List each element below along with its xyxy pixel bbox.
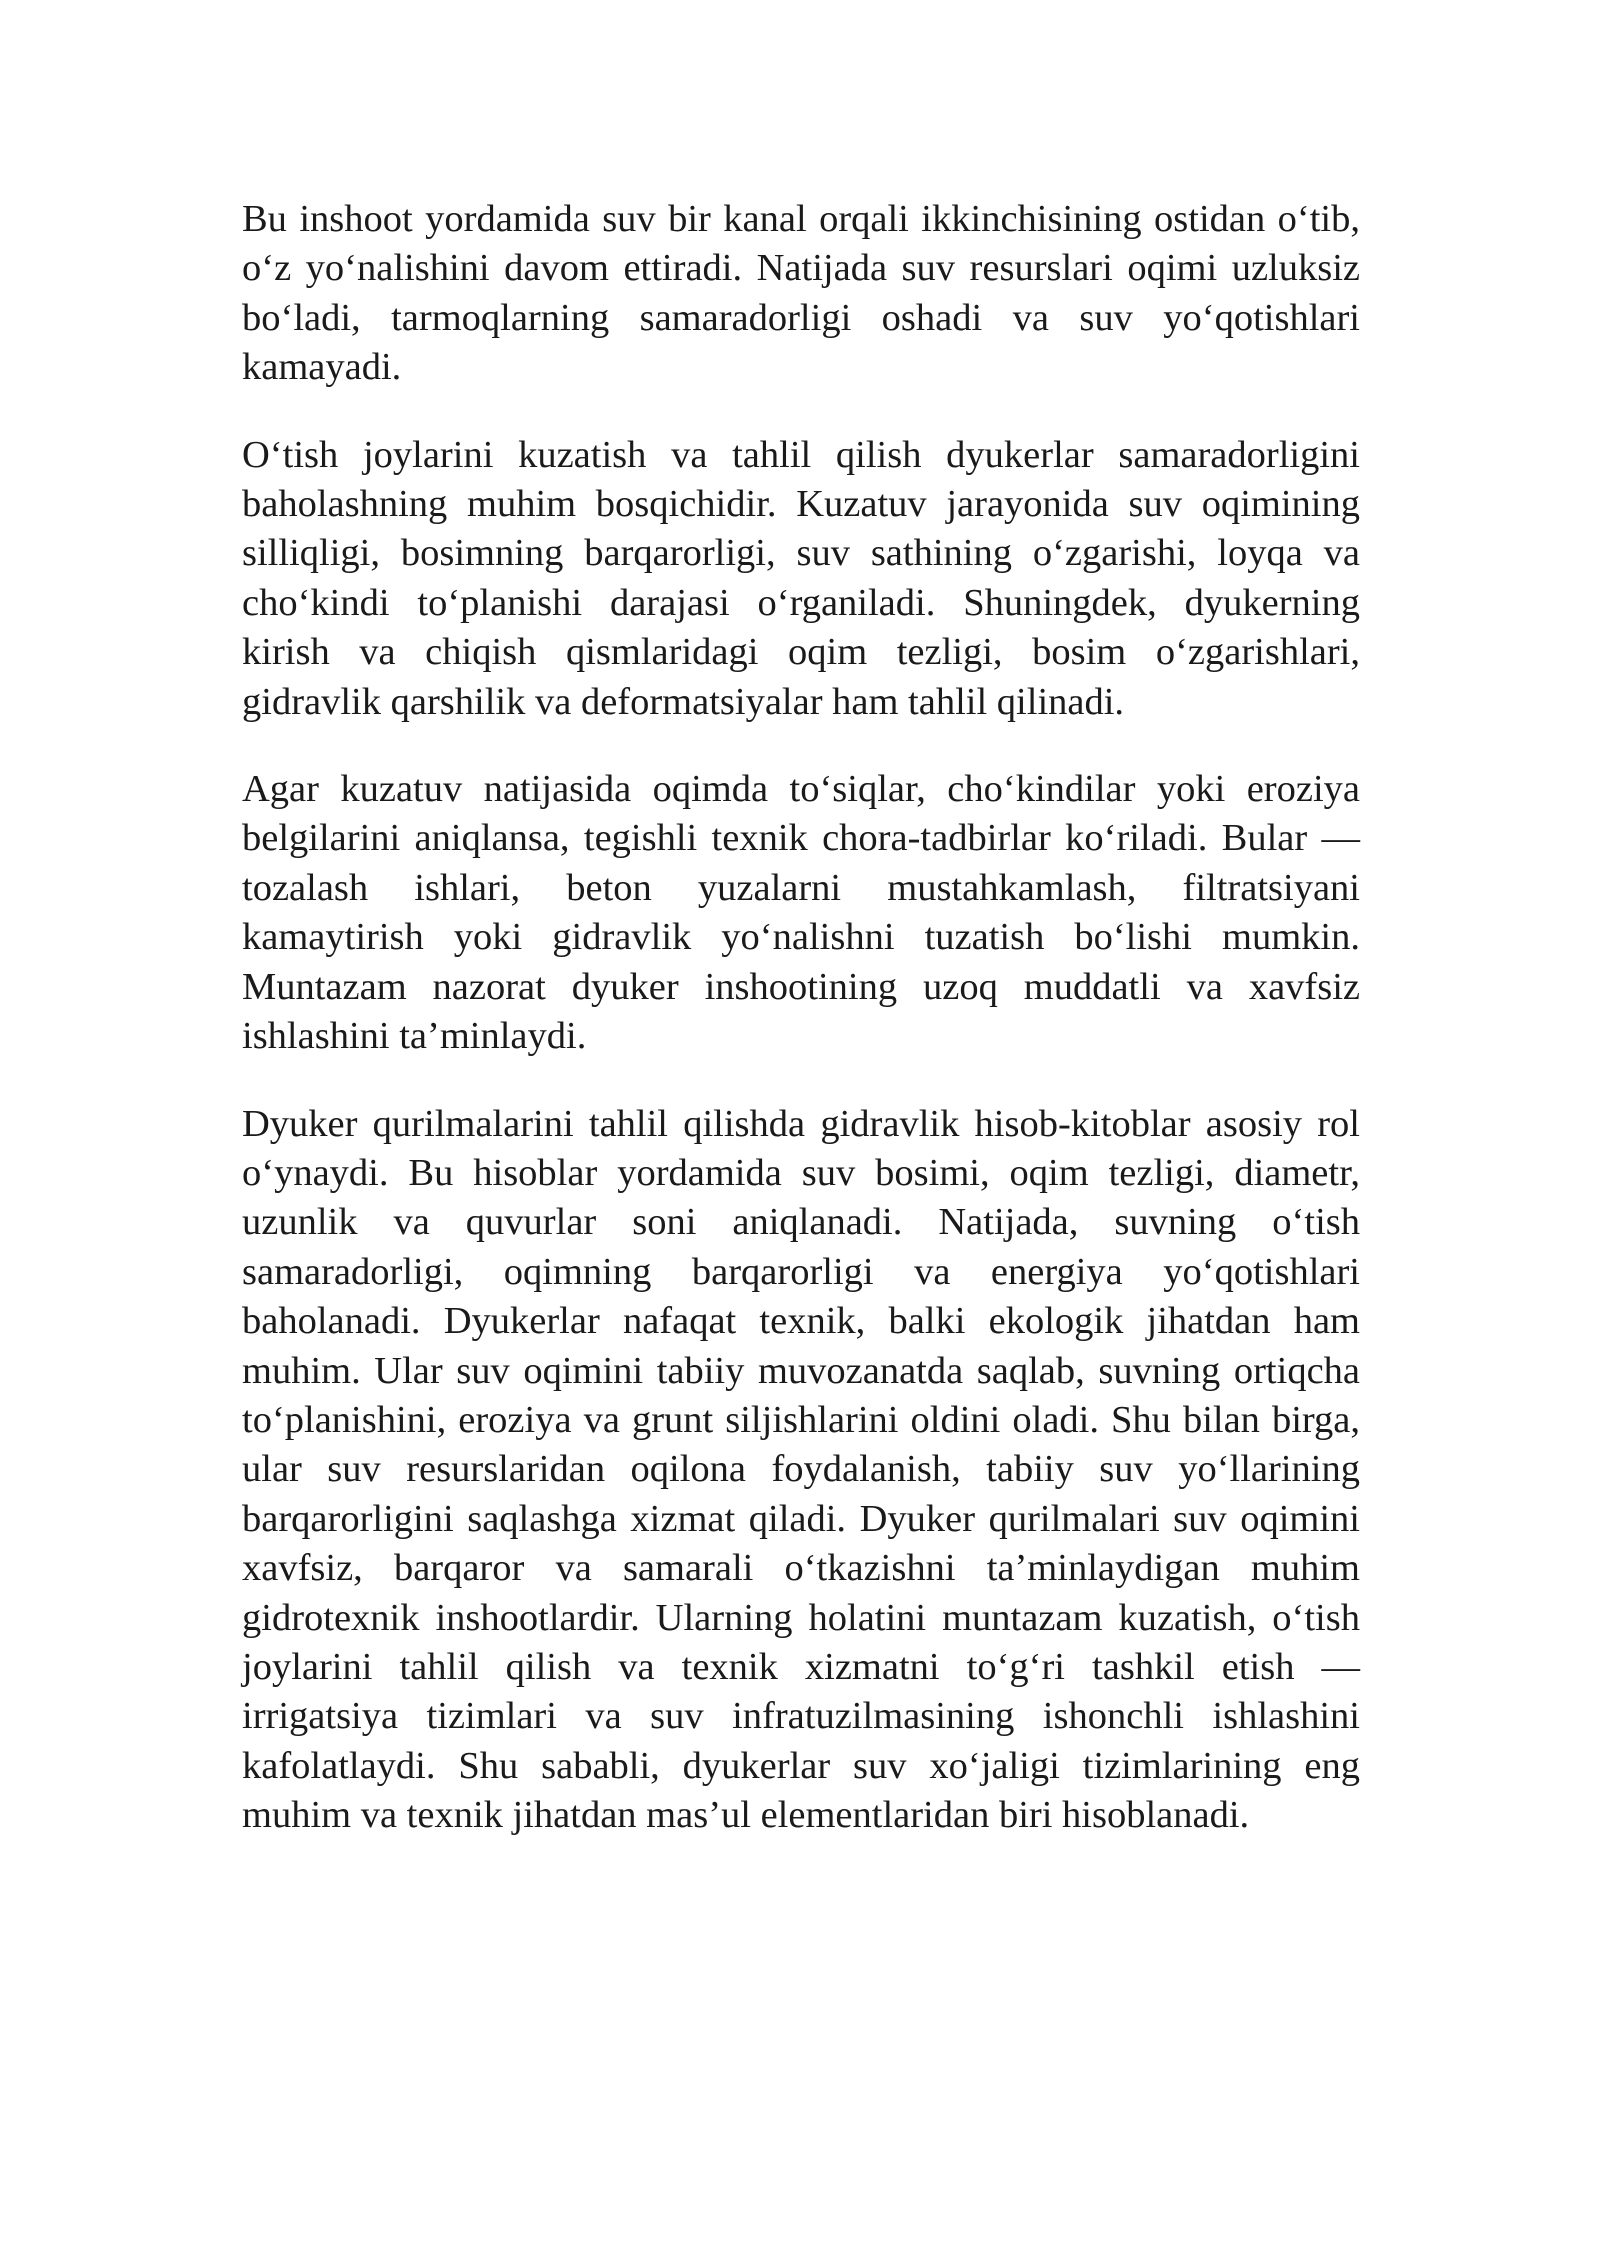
paragraph-3: Agar kuzatuv natijasida oqimda to‘siqlar, cho‘kindilar yoki eroziya belgilarini aniqlansa, tegishli texnik chora-tadbirlar ko‘riladi. Bular — tozalash ishlari, beton yuzalarni mustahkamlash, filtratsiyani kamaytirish yoki gidravlik yo‘nalishni tuzatish bo‘lishi mumkin. Muntazam nazorat dyuker inshootining uzoq muddatli va xavfsiz ishlashini ta’minlaydi. (242, 768, 1360, 1058)
document-body (242, 195, 1360, 1879)
paragraph-2: O‘tish joylarini kuzatish va tahlil qilish dyukerlar samaradorligini baholashning muhim bosqichidir. Kuzatuv jarayonida suv oqimining silliqligi, bosimning barqarorligi, suv sathining o‘zgarishi, loyqa va cho‘kindi to‘planishi darajasi o‘rganiladi. Shuningdek, dyukerning kirish va chiqish qismlaridagi oqim tezligi, bosim o‘zgarishlari, gidravlik qarshilik va deformatsiyalar ham tahlil qilinadi. (242, 433, 1360, 723)
paragraph-4: Dyuker qurilmalarini tahlil qilishda gidravlik hisob-kitoblar asosiy rol o‘ynaydi. Bu hisoblar yordamida suv bosimi, oqim tezligi, diametr, uzunlik va quvurlar soni aniqlanadi. Natijada, suvning o‘tish samaradorligi, oqimning barqarorligi va energiya yo‘qotishlari baholanadi. Dyukerlar nafaqat texnik, balki ekologik jihatdan ham muhim. Ular suv oqimini tabiiy muvozanatda saqlab, suvning ortiqcha to‘planishini, eroziya va grunt siljishlarini oldini oladi. Shu bilan birga, ular suv resurslaridan oqilona foydalanish, tabiiy suv yo‘llarining barqarorligini saqlashga xizmat qiladi. Dyuker qurilmalari suv oqimini xavfsiz, barqaror va samarali o‘tkazishni ta’minlaydigan muhim gidrotexnik inshootlardir. Ularning holatini muntazam kuzatish, o‘tish joylarini tahlil qilish va texnik xizmatni to‘g‘ri tashkil etish — irrigatsiya tizimlari va suv infratuzilmasining ishonchli ishlashini kafolatlaydi. Shu sababli, dyukerlar suv xo‘jaligi tizimlarining eng muhim va texnik jihatdan mas’ul elementlaridan biri hisoblanadi. (242, 1102, 1360, 1837)
paragraph-1: Bu inshoot yordamida suv bir kanal orqali ikkinchisining ostidan o‘tib, o‘z yo‘nalishini davom ettiradi. Natijada suv resurslari oqimi uzluksiz bo‘ladi, tarmoqlarning samaradorligi oshadi va suv yo‘qotishlari kamayadi. (242, 198, 1360, 389)
